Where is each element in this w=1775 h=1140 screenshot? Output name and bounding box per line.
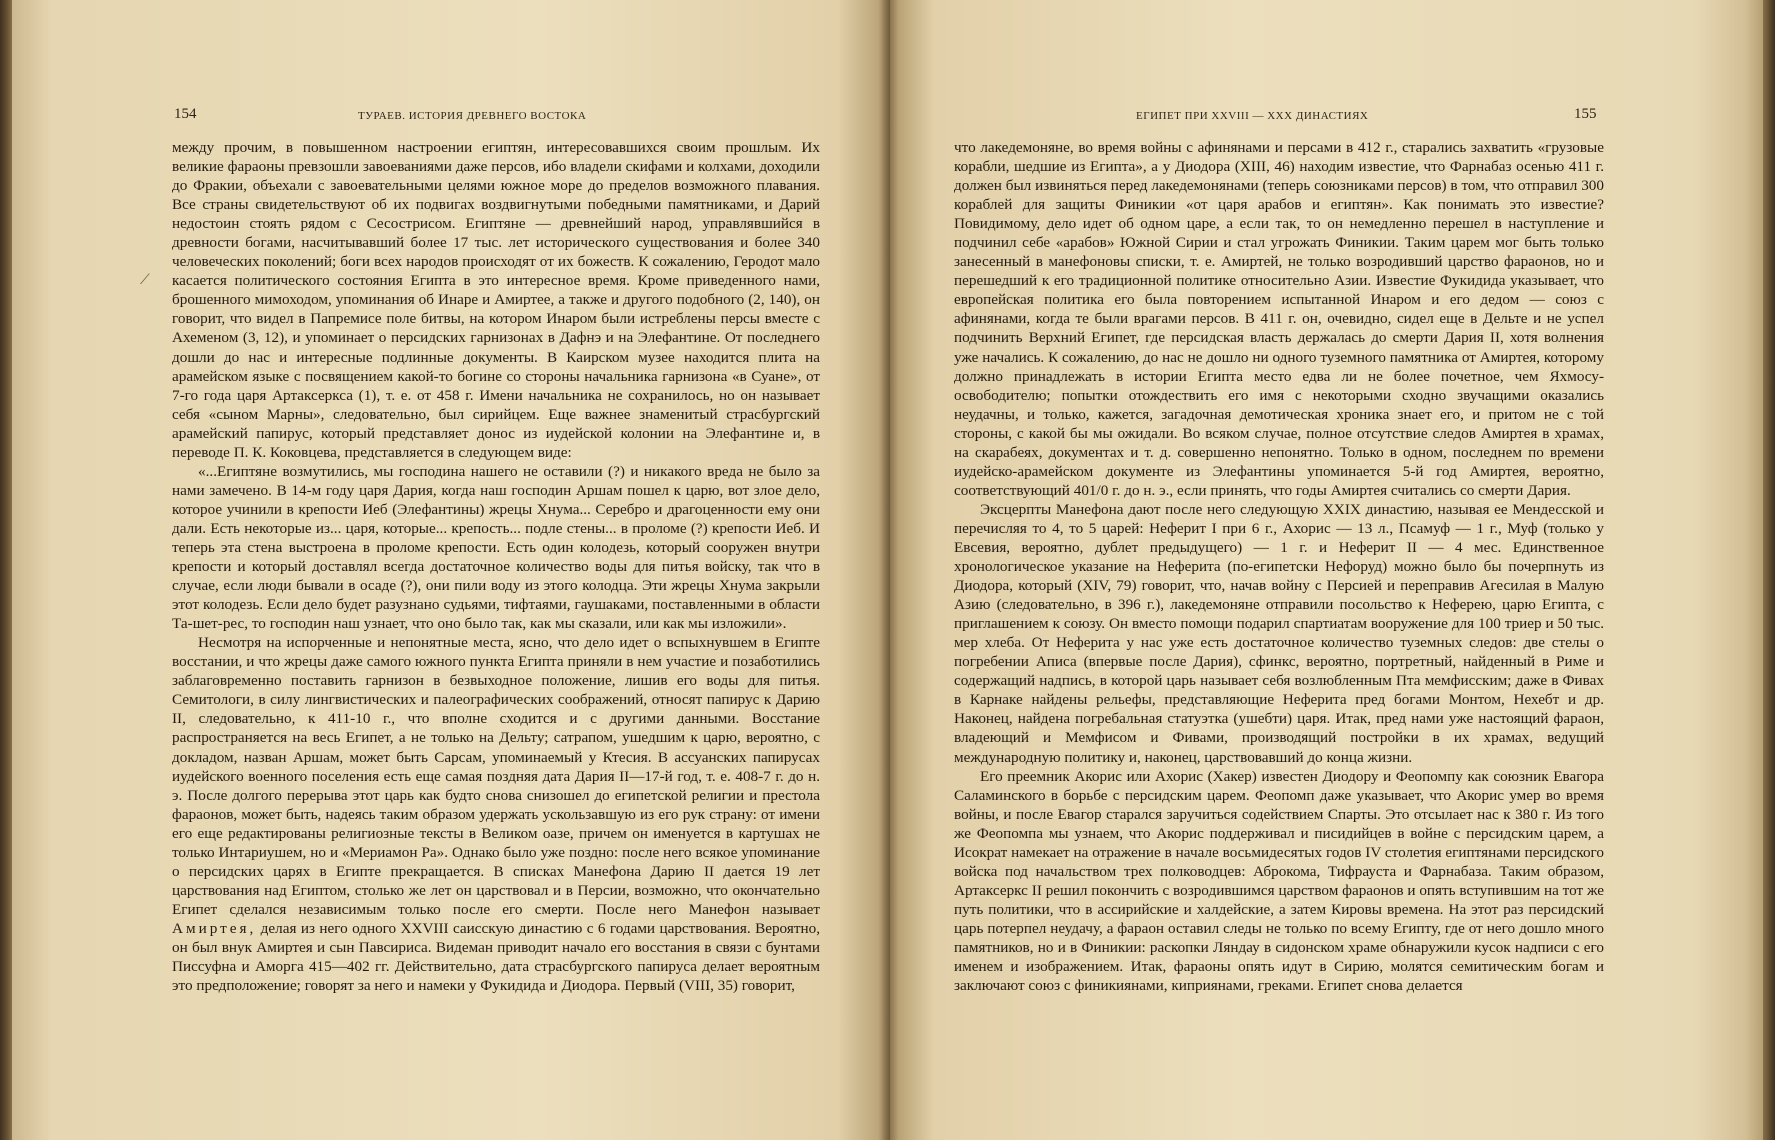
page-number-left: 154: [174, 106, 197, 122]
paragraph-text: Несмотря на испорченные и непонятные места, ясно, что дело идет о вспыхнувшем в Египте восстании, и что жрецы даже самого южного пункта Египта приняли в нем участие и позаботились заблаговременно поставить гарнизон в безвыходное положение, лишив его воды для питья. Семитологи, в силу лингвистических и палеографических соображений, относят папирус к Дарию II, следовательно, к 411-10 г., что вполне сходится и с другими данными. Восстание распространяется на весь Египет, а не только на Дельту; сатрапом, ушедшим к царю, вероятно, с докладом, назван Аршам, может быть Сарсам, упоминаемый у Ктесия. В ассуанских папирусах иудейского военного поселения есть еще самая поздняя дата Дария II—17-й год, т. е. 408-7 г. до н. э. После долгого перерыва этот царь как будто снова снизошел до египетской религии и престола фараонов, может быть, надеясь таким образом удержать ускользавшую из его рук страну: от имени его еще редактированы религиозные тексты в Великом оазе, причем он именуется в картушах не только Интариушем, но и «Мериамон Ра». Однако было уже поздно: после него всякое упоминание о персидских царях в Египте прекращается. В списках Манефона Дарию II дается 19 лет царствования над Египтом, столько же лет он царствовал и в Персии, возможно, что окончательно Египет сделался независимым только после его смерти. После него Манефон называет: [172, 634, 820, 918]
running-title-left: ТУРАЕВ. ИСТОРИЯ ДРЕВНЕГО ВОСТОКА: [358, 110, 587, 122]
quoted-papyrus-text: «...Египтяне возмутились, мы господина нашего не оставили (?) и никакого вреда не было за нами замечено. В 14-м году царя Дария, когда наш господин Аршам пошел к царю, вот злое дело, которое учинили в крепости Иеб (Элефантины) жрецы Хнума... Серебро и драгоценности ему они дали. Есть некоторые из... царя, которые... крепость... подле стены... в проломе (?) крепости Иеб. И теперь эта стена выстроена в проломе крепости. Есть один колодезь, который сооружен внутри крепости и который доставлял всегда достаточное количество воды для питья войску, так что в случае, если люди бывали в осаде (?), они пили воду из этого колодца. Эти жрецы Хнума закрыли этот колодезь. Если дело будет разузнано судьями, тифтаями, гаушаками, поставленными в области Та-шет-рес, то господин наш узнает, что оно было так, как мы сказали, или как мы изложили».: [172, 462, 820, 633]
paragraph: [172, 633, 820, 995]
right-page-text: [954, 138, 1604, 995]
paragraph: между прочим, в повышенном настроении египтян, интересовавшихся своим прошлым. Их великие фараоны превзошли завоеваниями даже персов, ибо владели скифами и колхами, доходили до Фракии, объехали с завоевательными целями южное море до пределов возможного плавания. Все страны свидетельствуют об их подвигах воздвигнутыми победными памятниками, и Дарий недостоин стоять рядом с Сесострисом. Египтяне — древнейший народ, управлявшийся в древности богами, насчитывавший более 17 тыс. лет исторического существования и более 340 человеческих поколений; боги всех народов происходят от их божеств. К сожалению, Геродот мало касается политического состояния Египта в это интересное время. Кроме приведенного нами, брошенного мимоходом, упоминания об Инаре и Амиртее, а также и другого подобного (2, 140), он говорит, что видел в Папремисе поле битвы, на котором Инаром были истреблены персы вместе с Ахеменом (3, 12), и упоминает о персидских гарнизонах в Дафнэ и на Элефантине. От последнего дошли до нас и интересные подлинные документы. В Каирском музее находится плита на арамейском языке с посвящением какой-то богине со стороны начальника гарнизона «в Суане», от 7-го года царя Артаксеркса (1), т. е. от 458 г. Имени начальника не сохранилось, но он называет себя «сыном Марны», следовательно, был сирийцем. Еще важнее знаменитый страсбургский арамейский папирус, который представляет донос из иудейской колонии на Элефантине и, в переводе П. К. Коковцева, представляется в следующем виде:: [172, 139, 820, 461]
spaced-name: Амиртея,: [172, 919, 257, 937]
paragraph: Эксцерпты Манефона дают после него следующую XXIX династию, называя ее Мендесской и перечисляя то 4, то 5 царей: Неферит I при 6 г., Ахорис — 13 л., Псамуф — 1 г., Муф (только у Евсевия, вероятно, дублет предыдущего) — 1 г. и Неферит II — 4 мес. Единственное хронологическое указание на Неферита (по-египетски Нефоруд) можно было бы почерпнуть из Диодора, который (XIV, 79) говорит, что, начав войну с Персией и переправив Агесилая в Малую Азию (следовательно, в 396 г.), лакедемоняне отправили посольство к Неферею, царю Египта, с приглашением к союзу. Он вместо помощи подарил спартиатам вооружение для 100 триер и 50 тыс. мер хлеба. От Неферита у нас уже есть достаточное количество туземных следов: две стелы о погребении Аписа (впервые после Дария), сфинкс, вероятно, портретный, найденный в Риме и содержащий надпись, в которой царь называет себя возлюбленным Пта мемфисским; даже в Фивах в Карнаке найдены рельефы, представляющие Неферита пред богами Монтом, Нехебт и др. Наконец, найдена погребальная статуэтка (ушебти) царя. Итак, пред нами уже настоящий фараон, владеющий и Мемфисом и Фивами, производящий постройки в их храмах, ведущий международную политику и, наконец, царствовавший до конца жизни.: [954, 500, 1604, 766]
paragraph-text: делая из него одного XXVIII саисскую династию с 6 годами царствования. Вероятно, он был внук Амиртея и сын Павсириса. Видеман приводит начало его восстания в связи с бунтами Писсуфна и Аморга 415—402 гг. Действительно, дата страсбургского папируса делает вероятным это предположение; говорят за него и намеки у Фукидида и Диодора. Первый (VIII, 35) говорит,: [172, 919, 821, 995]
paragraph: что лакедемоняне, во время войны с афинянами и персами в 412 г., старались захватить «грузовые корабли, шедшие из Египта», а у Диодора (XIII, 46) находим известие, что Фарнабаз осенью 411 г. должен был извиняться перед лакедемонянами (теперь союзниками персов) в том, что отправил 300 кораблей для защиты Финикии «от царя арабов и египтян». Как понимать это известие? Повидимому, дело идет об одном царе, а если так, то он немедленно перешел в наступление и подчинил себе «арабов» Южной Сирии и стал угрожать Финикии. Таким царем мог быть только занесенный в манефоновы списки, т. е. Амиртей, не только возродивший царство фараонов, но и перешедший к его традиционной политике относительно Азии. Известие Фукидида указывает, что европейская политика его была повторением испытанной Инаром и его дедом — союз с афинянами, когда те были врагами персов. В 411 г. он, очевидно, сидел еще в Дельте и не успел подчинить Верхний Египет, где персидская власть держалась до смерти Дария II, хотя волнения уже начались. К сожалению, до нас не дошло ни одного туземного памятника от Амиртея, которому должно принадлежать в истории Египта место едва ли не более почетное, чем Яхмосу-освободителю; попытки отождествить его имя с некоторыми сходно звучащими оказались неудачны, и только, кажется, загадочная демотическая хроника знает его, и притом не с той стороны, с какой бы мы ожидали. Во всяком случае, полное отсутствие следов Амиртея в храмах, на скарабеях, документах и т. д. совершенно непонятно. Только в одном, последнем по времени иудейско-арамейском документе из Элефантины упоминается 5-й год Амиртея, вероятно, соответствующий 401/0 г. до н. э., если принять, что годы Амиртея считались со смерти Дария.: [954, 139, 1604, 499]
right-page: [890, 0, 1763, 1140]
left-page: [12, 0, 890, 1140]
margin-pencil-mark: ⟋: [140, 272, 150, 288]
running-title-right: ЕГИПЕТ ПРИ XXVIII — XXX ДИНАСТИЯХ: [1136, 110, 1369, 122]
left-page-text: [172, 138, 820, 995]
paragraph: Его преемник Акорис или Ахорис (Хакер) известен Диодору и Феопомпу как союзник Евагора Саламинского в борьбе с персидским царем. Феопомп даже указывает, что Акорис умер во время войны, и после Евагор старался заручиться содействием Спарты. Это отсылает нас к 380 г. Из того же Феопомпа мы узнаем, что Акорис поддерживал и писидийцев в войне с персидским царем, а Исократ намекает на отражение в начале восьмидесятых годов IV столетия египтянами персидского войска под начальством трех полководцев: Аброкома, Тифрауста и Фарнабаза. Таким образом, Артаксеркс II решил покончить с возродившимся царством фараонов и опять вступившим на тот же путь политики, что в ассирийские и халдейские, а затем Кировы времена. На этот раз персидский царь потерпел неудачу, а фараон оставил следы не только по всему Египту, где от него дошло много памятников, но и в Финикии: раскопки Ляндау в сидонском храме обнаружили кусок надписи с его именем и изображением. Итак, фараоны опять идут в Сирию, молятся семитическим богам и заключают союз с финикиянами, киприянами, греками. Египет снова делается: [954, 767, 1604, 995]
page-number-right: 155: [1574, 106, 1597, 122]
